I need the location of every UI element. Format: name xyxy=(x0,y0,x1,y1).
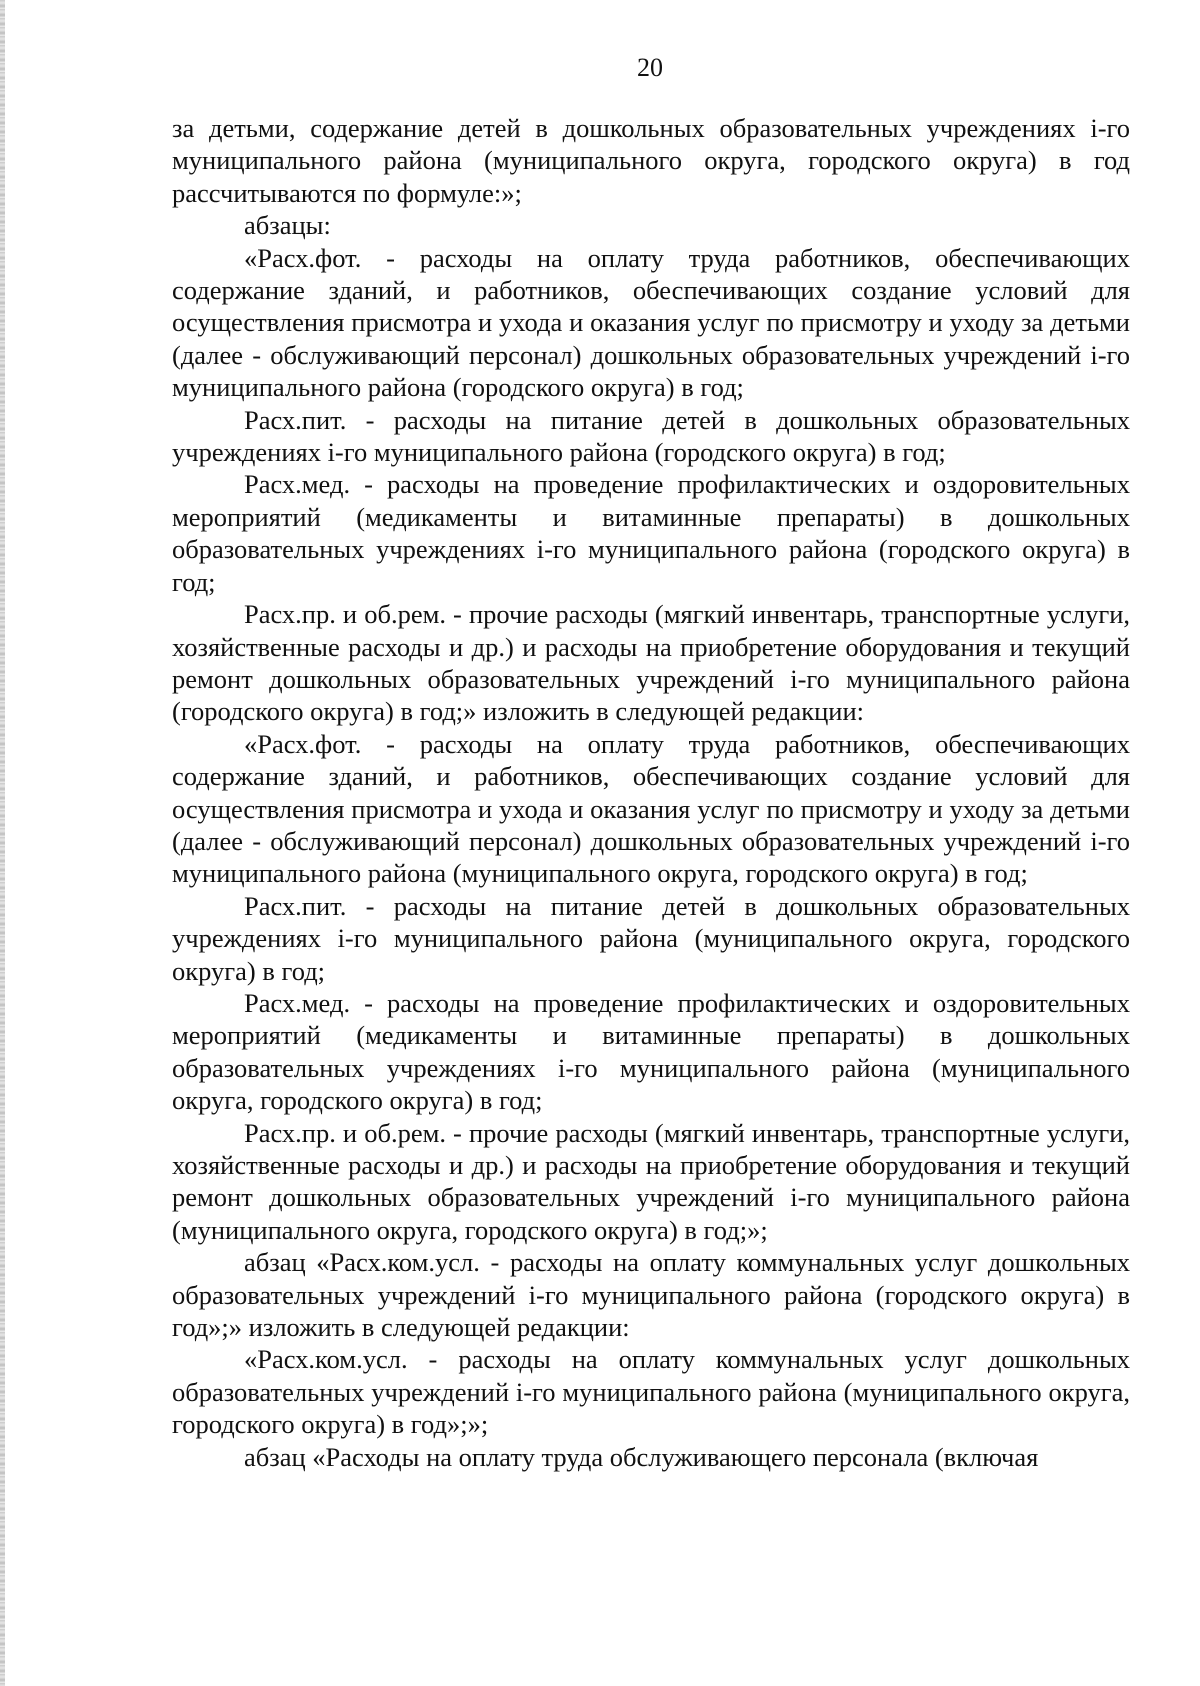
paragraph: Расх.мед. - расходы на проведение профилактических и оздоровительных мероприятий (медикаменты и витаминные препараты) в дошкольных образовательных учреждениях i-го муниципального района (городского округа) в год; xyxy=(172,469,1130,597)
paragraph: «Расх.фот. - расходы на оплату труда работников, обеспечивающих содержание зданий, и работников, обеспечивающих создание условий для осуществления присмотра и ухода и оказания услуг по присмотру и уходу за детьми (далее - обслуживающий персонал) дошкольных образовательных учреждений i-го муниципального района (городского округа) в год; xyxy=(172,242,1130,403)
paragraph: Расх.пит. - расходы на питание детей в дошкольных образовательных учреждениях i-го муниципального района (городского округа) в год; xyxy=(172,404,1130,468)
paragraph: абзацы: xyxy=(244,210,331,241)
paragraph-continuation: за детьми, содержание детей в дошкольных образовательных учреждениях i-го муниципального района (муниципального округа, городского округа) в год рассчитываются по формуле:»; xyxy=(172,113,1130,208)
paragraph: Расх.пр. и об.рем. - прочие расходы (мягкий инвентарь, транспортные услуги, хозяйственные расходы и др.) и расходы на приобретение оборудования и текущий ремонт дошкольных образовательных учреждений i-го муниципального района (муниципального округа, городского округа) в год;»; xyxy=(172,1117,1130,1245)
paragraph: Расх.пит. - расходы на питание детей в дошкольных образовательных учреждениях i-го муниципального района (муниципального округа, городского округа) в год; xyxy=(172,890,1130,986)
paragraph: «Расх.фот. - расходы на оплату труда работников, обеспечивающих содержание зданий, и работников, обеспечивающих создание условий для осуществления присмотра и ухода и оказания услуг по присмотру и уходу за детьми (далее - обслуживающий персонал) дошкольных образовательных учреждений i-го муниципального района (муниципального округа, городского округа) в год; xyxy=(172,728,1130,889)
paragraph: Расх.мед. - расходы на проведение профилактических и оздоровительных мероприятий (медикаменты и витаминные препараты) в дошкольных образовательных учреждениях i-го муниципального района (муниципального округа, городского округа) в год; xyxy=(172,987,1130,1116)
document-body xyxy=(172,112,1130,1473)
page-number: 20 xyxy=(637,53,663,82)
scan-edge xyxy=(0,0,5,1686)
paragraph: Расх.пр. и об.рем. - прочие расходы (мягкий инвентарь, транспортные услуги, хозяйственные расходы и др.) и расходы на приобретение оборудования и текущий ремонт дошкольных образовательных учреждений i-го муниципального района (городского округа) в год;» изложить в следующей редакции: xyxy=(172,599,1130,727)
paragraph: абзац «Расх.ком.усл. - расходы на оплату коммунальных услуг дошкольных образовательных учреждений i-го муниципального района (городского округа) в год»;» изложить в следующей редакции: xyxy=(172,1247,1130,1343)
paragraph: «Расх.ком.усл. - расходы на оплату коммунальных услуг дошкольных образовательных учреждений i-го муниципального района (муниципального округа, городского округа) в год»;»; xyxy=(172,1344,1130,1440)
paragraph: абзац «Расходы на оплату труда обслуживающего персонала (включая xyxy=(244,1441,1039,1472)
